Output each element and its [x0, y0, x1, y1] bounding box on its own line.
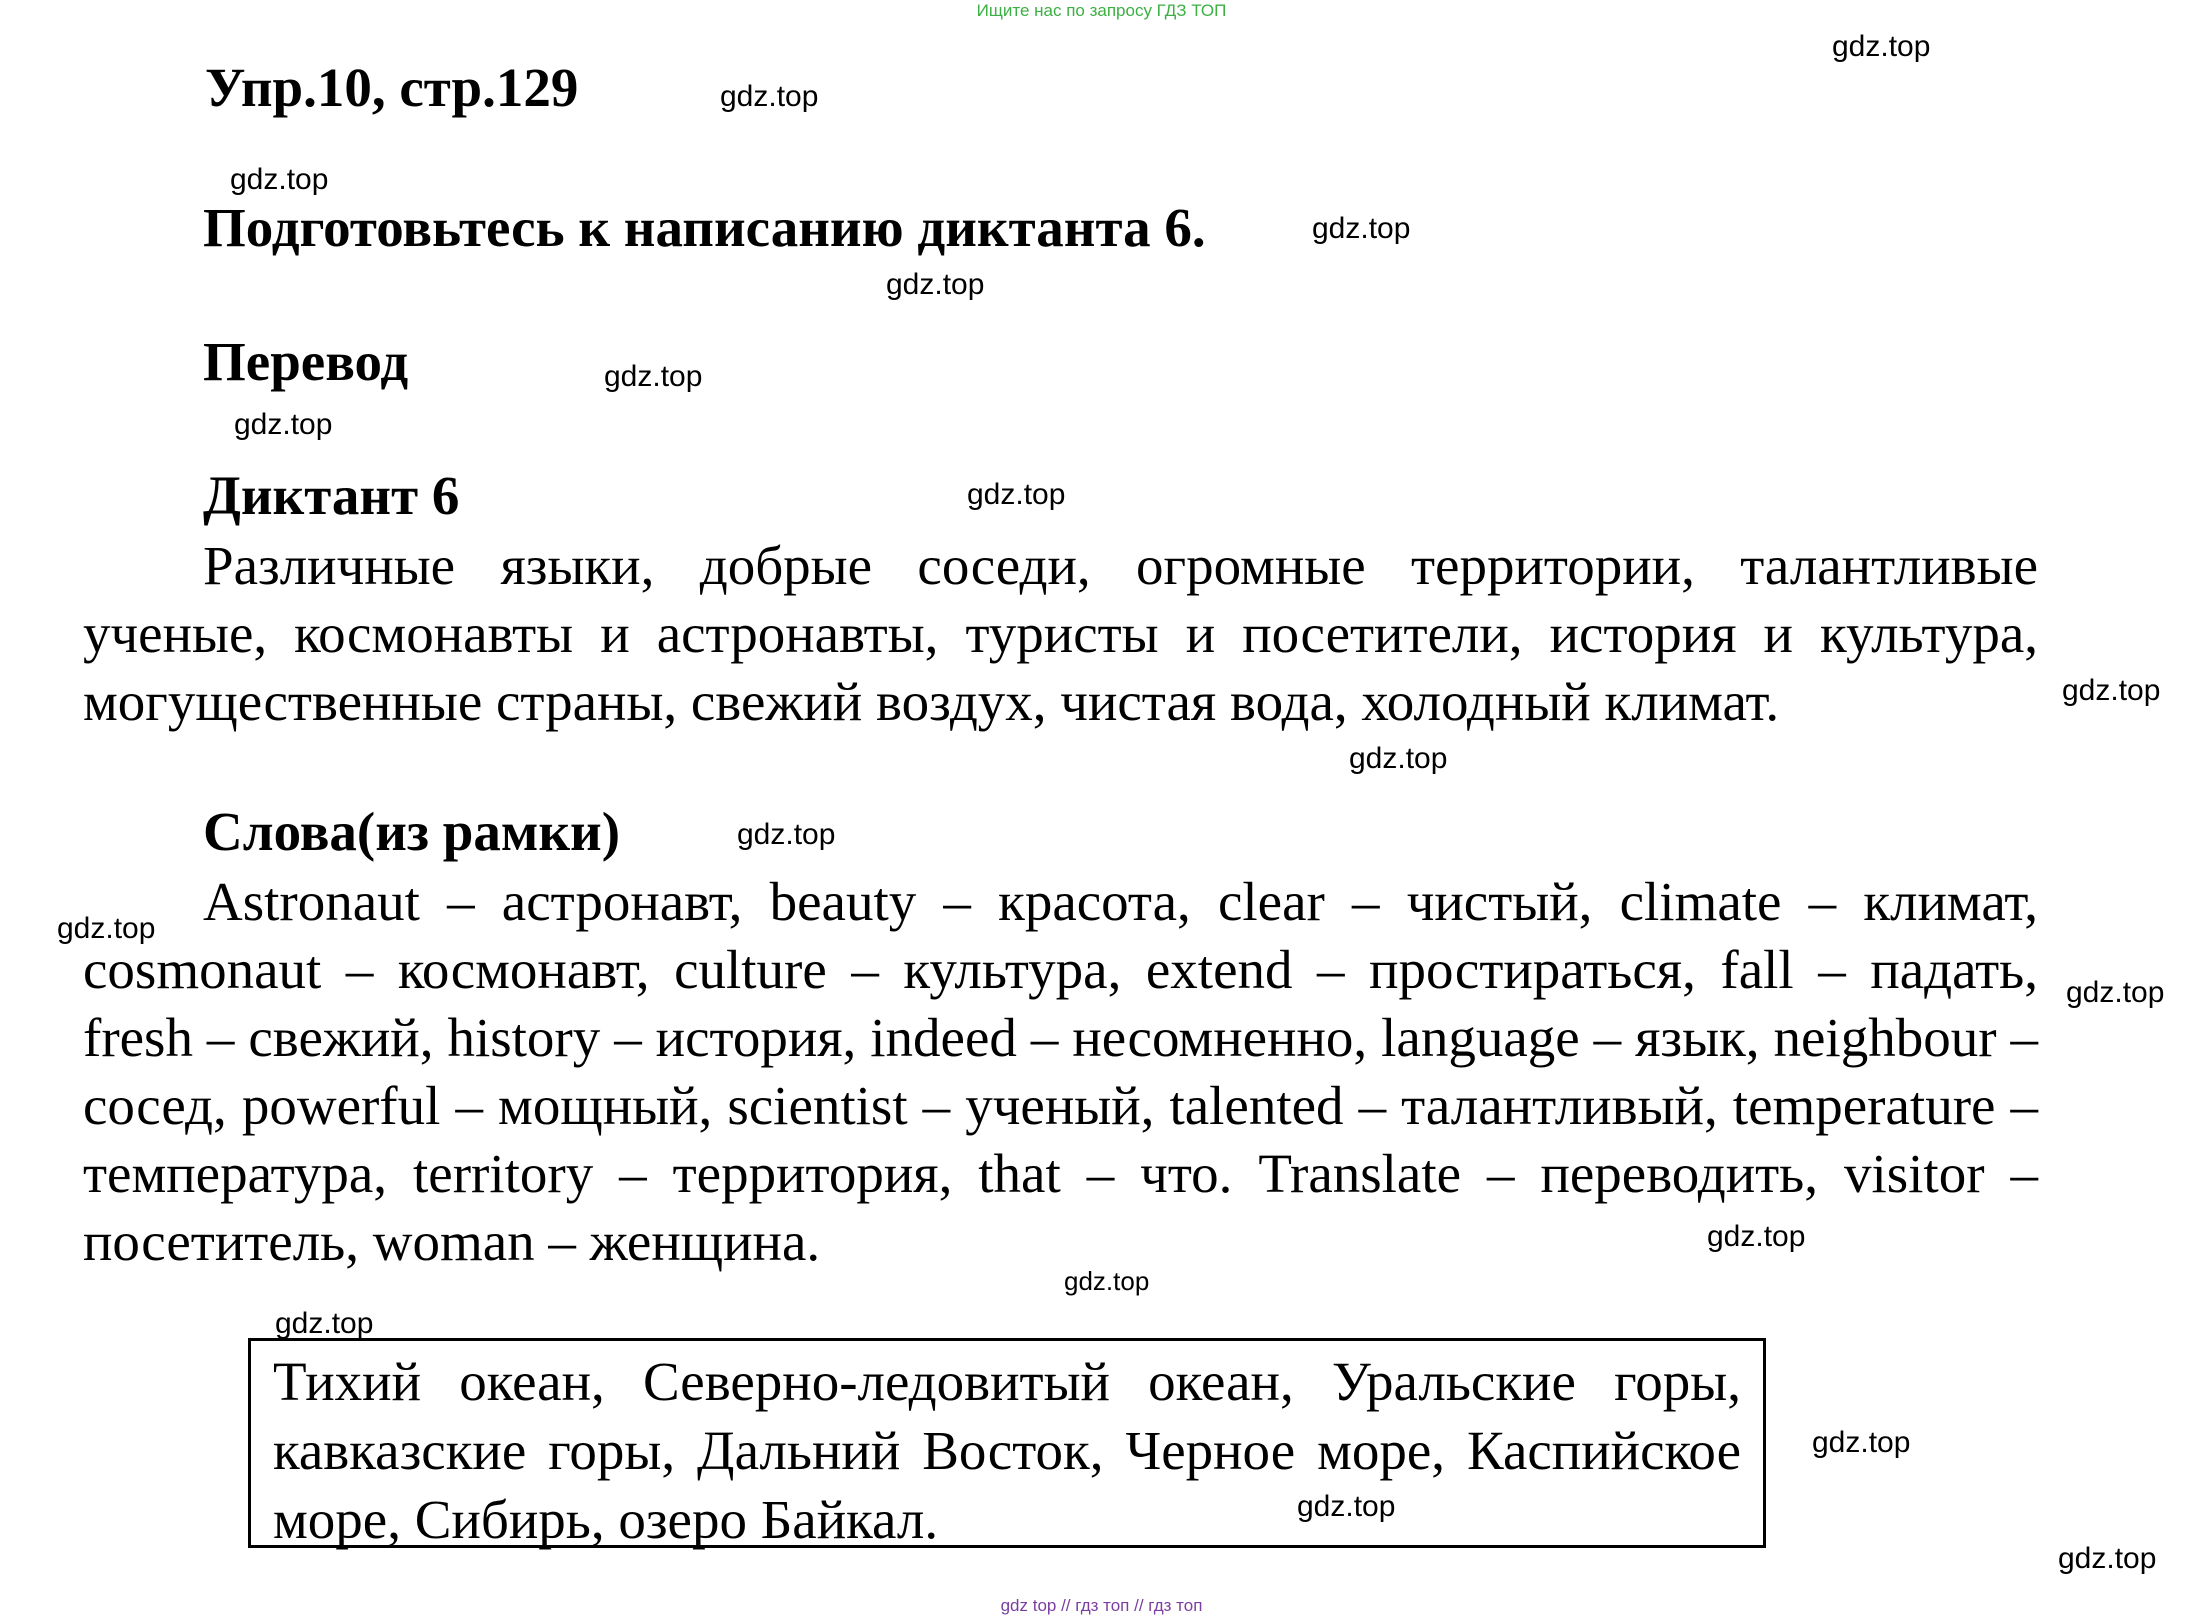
watermark: gdz.top: [1832, 30, 1931, 63]
dictation-text: [83, 532, 2038, 736]
watermark: gdz.top: [275, 1307, 374, 1340]
exercise-title: Упр.10, стр.129: [205, 57, 579, 118]
words-text-content: Astronaut – астронавт, beauty – красота, clear – чистый, climate – климат, cosmonaut – космонавт, culture – культура, extend – простираться, fall – падать, fresh – свежий, history – история, indeed – несомненно, language – язык, neighbour – сосед, powerful – мощный, scientist – ученый, talented – талантливый, temperature – температура, territory – территория, that – что. Translate – переводить, visitor – посетитель, woman – женщина.: [83, 871, 2038, 1272]
watermark: gdz.top: [720, 80, 819, 113]
watermark: gdz.top: [57, 912, 156, 945]
box-text: Тихий океан, Северно-ледовитый океан, Уральские горы, кавказские горы, Дальний Восток, Черное море, Каспийское море, Сибирь, озеро Байкал.: [273, 1351, 1741, 1550]
watermark: gdz.top: [1812, 1426, 1911, 1459]
watermark: gdz.top: [1297, 1490, 1396, 1523]
geography-word-box: [248, 1338, 1766, 1548]
watermark: gdz.top: [1349, 742, 1448, 775]
dictation-text-content: Различные языки, добрые соседи, огромные территории, талантливые ученые, космонавты и астронавты, туристы и посетители, история и культура, могущественные страны, свежий воздух, чистая вода, холодный климат.: [83, 535, 2038, 732]
words-heading: Слова(из рамки): [203, 801, 621, 862]
top-banner: Ищите нас по запросу ГДЗ ТОП: [976, 1, 1227, 20]
watermark: gdz.top: [737, 818, 836, 851]
watermark: gdz.top: [1707, 1220, 1806, 1253]
watermark: gdz.top: [1064, 1266, 1150, 1296]
watermark: gdz.top: [2062, 674, 2161, 707]
task-title: Подготовьтесь к написанию диктанта 6.: [203, 197, 1206, 258]
watermark: gdz.top: [1312, 212, 1411, 245]
watermark: gdz.top: [2066, 976, 2165, 1009]
watermark: gdz.top: [967, 478, 1066, 511]
bottom-banner: gdz top // гдз топ // гдз топ: [1000, 1596, 1203, 1615]
dictation-heading: Диктант 6: [203, 465, 460, 526]
words-text: [83, 868, 2038, 1276]
watermark: gdz.top: [886, 268, 985, 301]
watermark: gdz.top: [604, 360, 703, 393]
translation-heading: Перевод: [203, 331, 409, 392]
watermark: gdz.top: [230, 163, 329, 196]
watermark: gdz.top: [2058, 1542, 2157, 1575]
watermark: gdz.top: [234, 408, 333, 441]
